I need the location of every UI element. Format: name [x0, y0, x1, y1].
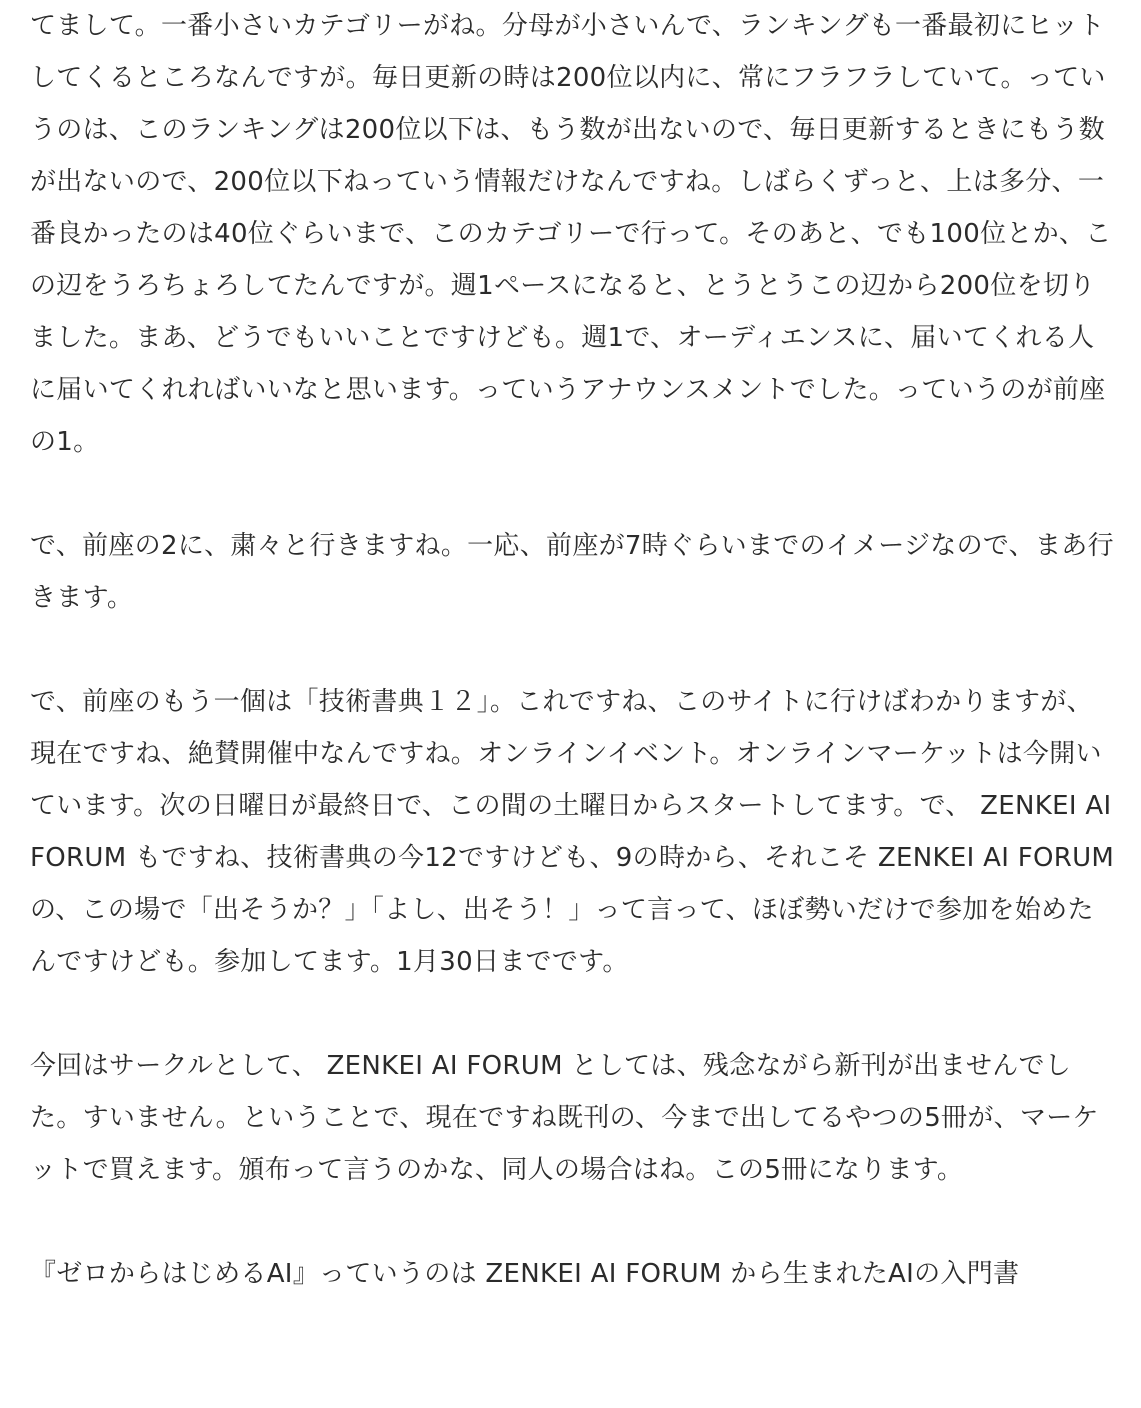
paragraph-ranking: てまして。一番小さいカテゴリーがね。分母が小さいんで、ランキングも一番最初にヒットしてくるところなんですが。毎日更新の時は200位以内に、常にフラフラしていて。っていうのは、このランキングは200位以下は、もう数が出ないので、毎日更新するときにもう数が出ないので、200位以下ねっていう情報だけなんですね。しばらくずっと、上は多分、一番良かったのは40位ぐらいまで、このカテゴリーで行って。そのあと、でも100位とか、この辺をうろちょろしてたんですが。週1ペースになると、とうとうこの辺から200位を切りました。まあ、どうでもいいことですけども。週1で、オーディエンスに、届いてくれる人に届いてくれればいいなと思います。っていうアナウンスメントでした。っていうのが前座の1。	[30, 11, 1112, 457]
article-body	[30, 0, 1115, 1352]
paragraph-circle: 今回はサークルとして、 ZENKEI AI FORUM としては、残念ながら新刊が出ませんでした。すいません。ということで、現在ですね既刊の、今まで出してるやつの5冊が、マーケットで買えます。頒布って言うのかな、同人の場合はね。この5冊になります。	[30, 1051, 1099, 1185]
paragraph-zero-ai: 『ゼロからはじめるAI』っていうのは ZENKEI AI FORUM から生まれたAIの入門書	[30, 1259, 1020, 1289]
paragraph-gishoten: で、前座のもう一個は「技術書典１２」。これですね、このサイトに行けばわかりますが、現在ですね、絶賛開催中なんですね。オンラインイベント。オンラインマーケットは今開いています。次の日曜日が最終日で、この間の土曜日からスタートしてます。で、 ZENKEI AI FORUM もですね、技術書典の今12ですけども、9の時から、それこそ ZENKEI AI FORUM の、この場で「出そうか？」「よし、出そう！」って言って、ほぼ勢いだけで参加を始めたんですけども。参加してます。1月30日までです。	[30, 687, 1115, 977]
paragraph-prelude-2: で、前座の2に、粛々と行きますね。一応、前座が7時ぐらいまでのイメージなので、まあ行きます。	[30, 531, 1114, 613]
